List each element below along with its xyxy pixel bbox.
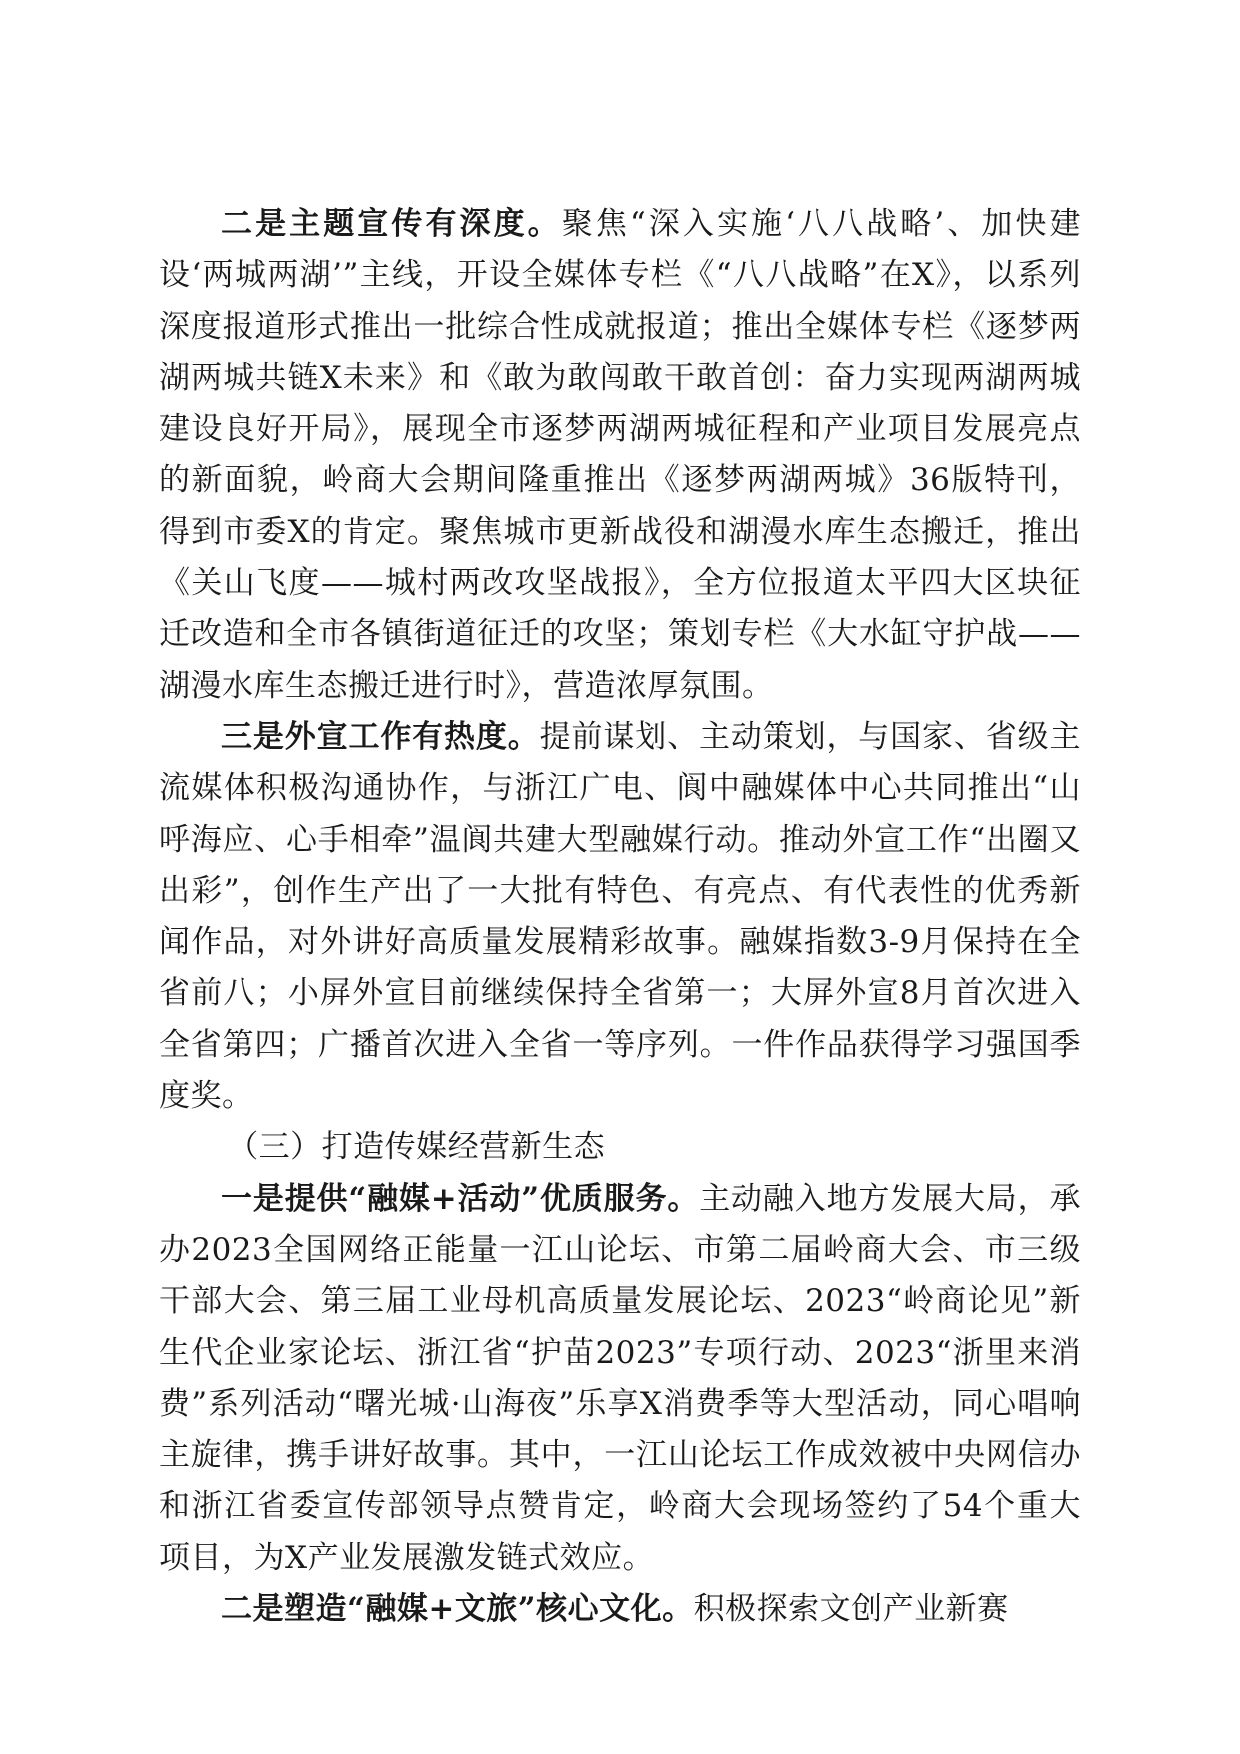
paragraph-theme-publicity xyxy=(159,199,1081,712)
paragraph-media-activity xyxy=(159,1174,1081,1584)
paragraph-body: 积极探索文创产业新赛 xyxy=(693,1591,1009,1628)
paragraph-lead: 二是主题宣传有深度。 xyxy=(221,206,562,242)
paragraph-lead: 三是外宣工作有热度。 xyxy=(221,718,540,755)
paragraph-body: 聚焦“深入实施‘八八战略’、加快建设‘两城两湖’”主线，开设全媒体专栏《“八八战略”在X》，以系列深度报道形式推出一批综合性成就报道；推出全媒体专栏《逐梦两湖两城共链X未来》和《敢为敢闯敢干敢首创：奋力实现两湖两城建设良好开局》，展现全市逐梦两湖两城征程和产业项目发展亮点的新面貌，岭商大会期间隆重推出《逐梦两湖两城》36版特刊，得到市委X的肯定。聚焦城市更新战役和湖漫水库生态搬迁，推出《关山飞度——城村两改攻坚战报》，全方位报道太平四大区块征迁改造和全市各镇街道征迁的攻坚；策划专栏《大水缸守护战——湖漫水库生态搬迁进行时》，营造浓厚氛围。 xyxy=(159,206,1081,704)
paragraph-body: 提前谋划、主动策划，与国家、省级主流媒体积极沟通协作，与浙江广电、阆中融媒体中心共同推出“山呼海应、心手相牵”温阆共建大型融媒行动。推动外宣工作“出圈又出彩”，创作生产出了一大批有特色、有亮点、有代表性的优秀新闻作品，对外讲好高质量发展精彩故事。融媒指数3-9月保持在全省前八；小屏外宣目前继续保持全省第一；大屏外宣8月首次进入全省第四；广播首次进入全省一等序列。一件作品获得学习强国季度奖。 xyxy=(159,718,1082,1115)
paragraph-external-publicity xyxy=(159,712,1081,1122)
document-page xyxy=(159,199,1081,1635)
paragraph-media-culture xyxy=(159,1584,1081,1635)
paragraph-lead: 一是提供“融媒+活动”优质服务。 xyxy=(221,1180,700,1217)
paragraph-body: 主动融入地方发展大局，承办2023全国网络正能量一江山论坛、市第二届岭商大会、市三级干部大会、第三届工业母机高质量发展论坛、2023“岭商论见”新生代企业家论坛、浙江省“护苗2023”专项行动、2023“浙里来消费”系列活动“曙光城·山海夜”乐享X消费季等大型活动，同心唱响主旋律，携手讲好故事。其中，一江山论坛工作成效被中央网信办和浙江省委宣传部领导点赞肯定，岭商大会现场签约了54个重大项目，为X产业发展激发链式效应。 xyxy=(159,1180,1081,1576)
section-subheading: （三）打造传媒经营新生态 xyxy=(227,1129,606,1166)
paragraph-lead: 二是塑造“融媒+文旅”核心文化。 xyxy=(221,1591,694,1628)
